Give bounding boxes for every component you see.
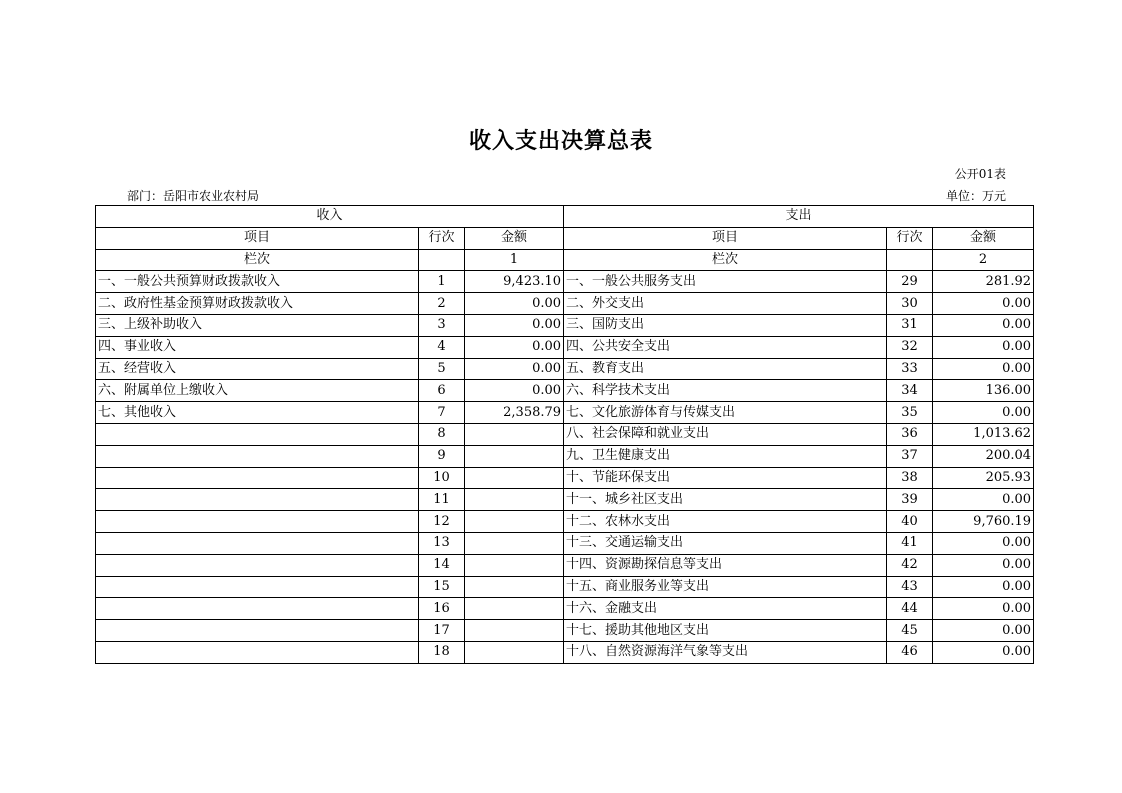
column-number-row: [96, 249, 1034, 271]
expense-row-no-cell: 44: [887, 598, 933, 620]
expense-item-cell: 六、科学技术支出: [564, 380, 887, 402]
department-label: 部门：岳阳市农业农村局: [127, 189, 260, 203]
table-row: [96, 511, 1034, 533]
expense-item-cell: 十八、自然资源海洋气象等支出: [564, 641, 887, 663]
income-amount-cell: [465, 423, 564, 445]
expense-row-no-cell: 33: [887, 358, 933, 380]
unit-label: 单位：万元: [945, 189, 1006, 203]
section-header-row: [96, 206, 1034, 228]
income-row-no-cell: 14: [419, 554, 465, 576]
income-item-cell: [96, 511, 419, 533]
table-row: [96, 336, 1034, 358]
expense-item-cell: 十二、农林水支出: [564, 511, 887, 533]
expense-row-no-cell: 34: [887, 380, 933, 402]
expense-amount-cell: 1,013.62: [933, 423, 1034, 445]
income-row-no-cell: 18: [419, 641, 465, 663]
table-row: [96, 554, 1034, 576]
income-column-no-blank: [419, 249, 465, 271]
income-amount-header: 金额: [465, 227, 564, 249]
table-row: [96, 576, 1034, 598]
income-row-no-cell: 4: [419, 336, 465, 358]
expense-amount-cell: 9,760.19: [933, 511, 1034, 533]
income-item-cell: 五、经营收入: [96, 358, 419, 380]
expense-column-no-label: 栏次: [564, 249, 887, 271]
expense-amount-cell: 0.00: [933, 358, 1034, 380]
expense-row-no-cell: 29: [887, 271, 933, 293]
income-amount-cell: [465, 641, 564, 663]
expense-item-cell: 四、公共安全支出: [564, 336, 887, 358]
expense-item-cell: 九、卫生健康支出: [564, 445, 887, 467]
income-row-no-cell: 3: [419, 314, 465, 336]
income-item-cell: [96, 620, 419, 642]
expense-item-cell: 十一、城乡社区支出: [564, 489, 887, 511]
expense-amount-cell: 0.00: [933, 641, 1034, 663]
income-column-no-value: 1: [465, 249, 564, 271]
income-item-cell: [96, 554, 419, 576]
table-row: [96, 532, 1034, 554]
income-item-cell: 七、其他收入: [96, 402, 419, 424]
table-row: [96, 358, 1034, 380]
income-item-cell: [96, 445, 419, 467]
expense-item-cell: 八、社会保障和就业支出: [564, 423, 887, 445]
expense-amount-cell: 281.92: [933, 271, 1034, 293]
income-row-no-cell: 1: [419, 271, 465, 293]
expense-item-cell: 十七、援助其他地区支出: [564, 620, 887, 642]
income-amount-cell: [465, 532, 564, 554]
expense-amount-cell: 0.00: [933, 489, 1034, 511]
table-row: [96, 423, 1034, 445]
expense-section-header: 支出: [564, 206, 1034, 228]
income-item-cell: [96, 576, 419, 598]
expense-amount-cell: 0.00: [933, 598, 1034, 620]
expense-item-header: 项目: [564, 227, 887, 249]
table-row: [96, 271, 1034, 293]
expense-row-no-cell: 35: [887, 402, 933, 424]
income-item-cell: 三、上级补助收入: [96, 314, 419, 336]
income-column-no-label: 栏次: [96, 249, 419, 271]
income-amount-cell: 0.00: [465, 380, 564, 402]
income-item-cell: [96, 641, 419, 663]
table-row: [96, 402, 1034, 424]
income-amount-cell: [465, 576, 564, 598]
expense-row-no-cell: 30: [887, 293, 933, 315]
table-row: [96, 598, 1034, 620]
income-amount-cell: [465, 554, 564, 576]
income-row-no-cell: 5: [419, 358, 465, 380]
expense-row-no-cell: 40: [887, 511, 933, 533]
expense-item-cell: 十三、交通运输支出: [564, 532, 887, 554]
income-expense-table: [95, 205, 1034, 664]
expense-amount-cell: 205.93: [933, 467, 1034, 489]
expense-row-no-cell: 46: [887, 641, 933, 663]
expense-amount-cell: 0.00: [933, 293, 1034, 315]
expense-column-no-blank: [887, 249, 933, 271]
income-row-no-cell: 16: [419, 598, 465, 620]
income-item-cell: 一、一般公共预算财政拨款收入: [96, 271, 419, 293]
expense-amount-cell: 0.00: [933, 532, 1034, 554]
expense-item-cell: 十五、商业服务业等支出: [564, 576, 887, 598]
expense-item-cell: 十六、金融支出: [564, 598, 887, 620]
page-title: 收入支出决算总表: [468, 129, 653, 154]
expense-row-no-cell: 31: [887, 314, 933, 336]
income-row-no-cell: 17: [419, 620, 465, 642]
expense-item-cell: 三、国防支出: [564, 314, 887, 336]
expense-row-no-cell: 45: [887, 620, 933, 642]
expense-row-no-cell: 36: [887, 423, 933, 445]
expense-row-no-cell: 41: [887, 532, 933, 554]
table-row: [96, 641, 1034, 663]
expense-row-no-cell: 37: [887, 445, 933, 467]
income-row-no-cell: 7: [419, 402, 465, 424]
income-row-no-cell: 8: [419, 423, 465, 445]
income-amount-cell: [465, 445, 564, 467]
expense-item-cell: 十、节能环保支出: [564, 467, 887, 489]
expense-amount-cell: 136.00: [933, 380, 1034, 402]
expense-amount-cell: 0.00: [933, 576, 1034, 598]
income-amount-cell: 0.00: [465, 314, 564, 336]
expense-amount-header: 金额: [933, 227, 1034, 249]
income-item-cell: [96, 489, 419, 511]
table-row: [96, 445, 1034, 467]
expense-amount-cell: 200.04: [933, 445, 1034, 467]
income-row-no-cell: 10: [419, 467, 465, 489]
income-row-no-cell: 15: [419, 576, 465, 598]
income-amount-cell: 0.00: [465, 336, 564, 358]
income-item-cell: 四、事业收入: [96, 336, 419, 358]
income-item-cell: [96, 423, 419, 445]
income-row-no-cell: 2: [419, 293, 465, 315]
income-item-cell: [96, 532, 419, 554]
expense-row-no-cell: 39: [887, 489, 933, 511]
expense-item-cell: 一、一般公共服务支出: [564, 271, 887, 293]
income-amount-cell: 2,358.79: [465, 402, 564, 424]
income-section-header: 收入: [96, 206, 564, 228]
income-amount-cell: [465, 511, 564, 533]
income-amount-cell: [465, 489, 564, 511]
expense-amount-cell: 0.00: [933, 554, 1034, 576]
income-amount-cell: [465, 598, 564, 620]
table-row: [96, 620, 1034, 642]
income-item-cell: [96, 598, 419, 620]
table-row: [96, 314, 1034, 336]
income-row-no-cell: 11: [419, 489, 465, 511]
expense-amount-cell: 0.00: [933, 314, 1034, 336]
expense-row-no-cell: 42: [887, 554, 933, 576]
income-item-header: 项目: [96, 227, 419, 249]
expense-item-cell: 十四、资源勘探信息等支出: [564, 554, 887, 576]
income-row-no-cell: 13: [419, 532, 465, 554]
expense-amount-cell: 0.00: [933, 336, 1034, 358]
income-item-cell: [96, 467, 419, 489]
expense-item-cell: 五、教育支出: [564, 358, 887, 380]
expense-row-no-header: 行次: [887, 227, 933, 249]
expense-row-no-cell: 43: [887, 576, 933, 598]
income-row-no-cell: 12: [419, 511, 465, 533]
column-header-row: [96, 227, 1034, 249]
table-row: [96, 489, 1034, 511]
income-amount-cell: 9,423.10: [465, 271, 564, 293]
income-row-no-cell: 9: [419, 445, 465, 467]
expense-amount-cell: 0.00: [933, 620, 1034, 642]
income-amount-cell: [465, 467, 564, 489]
expense-row-no-cell: 32: [887, 336, 933, 358]
income-row-no-header: 行次: [419, 227, 465, 249]
expense-item-cell: 二、外交支出: [564, 293, 887, 315]
expense-item-cell: 七、文化旅游体育与传媒支出: [564, 402, 887, 424]
income-amount-cell: 0.00: [465, 358, 564, 380]
income-item-cell: 六、附属单位上缴收入: [96, 380, 419, 402]
expense-amount-cell: 0.00: [933, 402, 1034, 424]
income-row-no-cell: 6: [419, 380, 465, 402]
form-number: 公开01表: [954, 167, 1006, 181]
income-item-cell: 二、政府性基金预算财政拨款收入: [96, 293, 419, 315]
table-row: [96, 467, 1034, 489]
table-row: [96, 380, 1034, 402]
expense-row-no-cell: 38: [887, 467, 933, 489]
expense-column-no-value: 2: [933, 249, 1034, 271]
income-amount-cell: [465, 620, 564, 642]
table-row: [96, 293, 1034, 315]
income-amount-cell: 0.00: [465, 293, 564, 315]
